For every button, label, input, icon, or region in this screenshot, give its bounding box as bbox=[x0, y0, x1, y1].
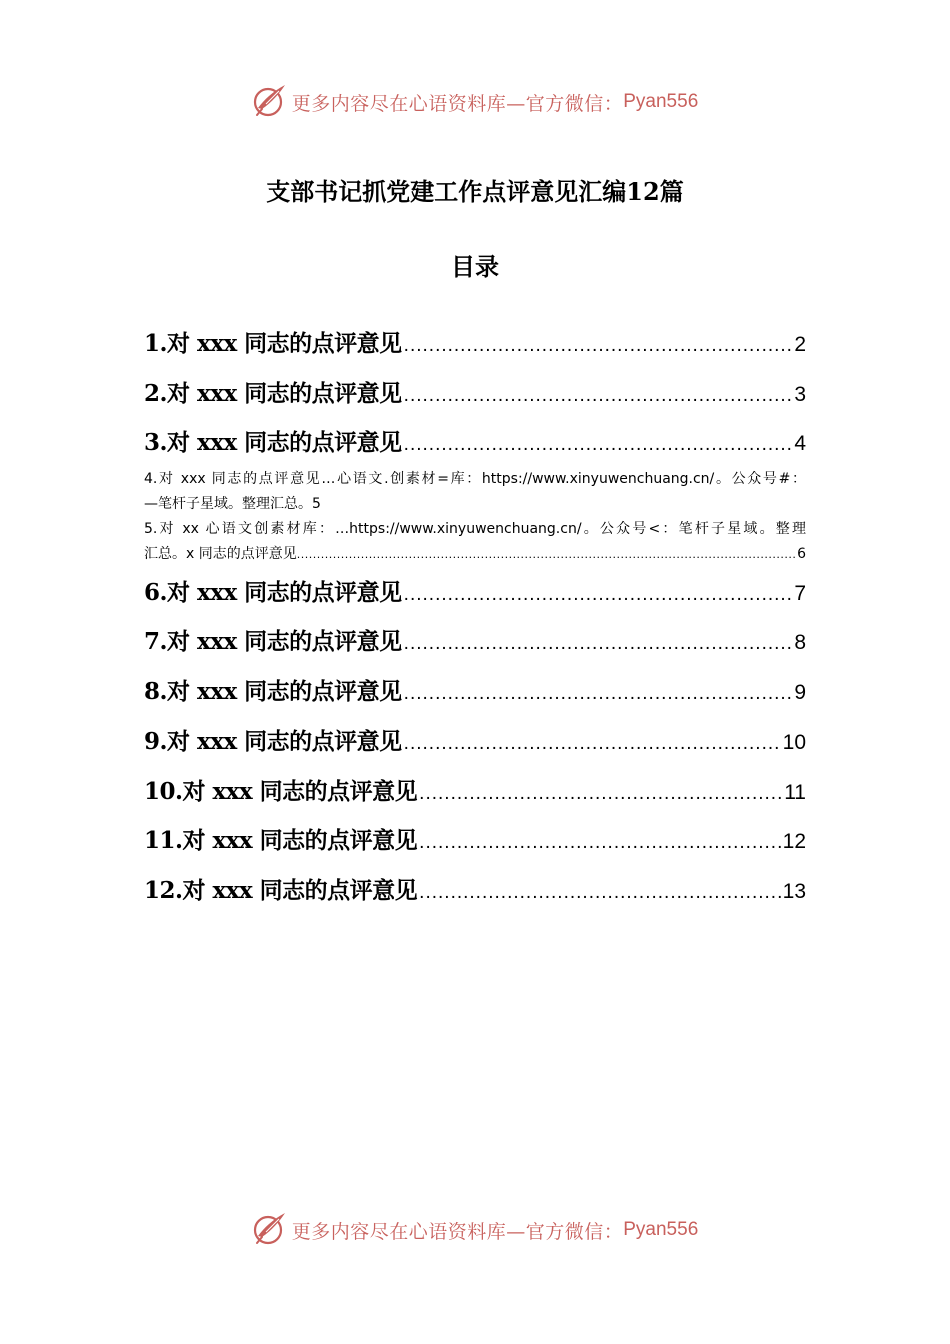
toc-entry-label: 10.对 xxx 同志的点评意见 bbox=[144, 778, 418, 805]
toc-entry-page: 2 bbox=[794, 333, 806, 356]
toc-entry-label: 7.对 xxx 同志的点评意见 bbox=[144, 628, 402, 655]
toc-leader-dots bbox=[404, 733, 781, 755]
toc-entry-page: 9 bbox=[794, 681, 806, 704]
toc-entry[interactable] bbox=[144, 424, 806, 460]
toc-entry-4-line1: 4.对 xxx 同志的点评意见…心语文.创素材=库：https://www.xinyuwenchuang.cn/。公众号#： bbox=[144, 471, 806, 487]
toc-leader-dots bbox=[404, 335, 793, 357]
quill-pen-logo-icon bbox=[252, 1210, 288, 1246]
toc-heading: 目录 bbox=[451, 252, 499, 281]
toc-entry-5[interactable] bbox=[144, 517, 806, 567]
watermark-text: 更多内容尽在心语资料库—官方微信： bbox=[291, 1220, 624, 1243]
toc-entry-label: 1.对 xxx 同志的点评意见 bbox=[144, 330, 402, 357]
toc-entry[interactable] bbox=[144, 773, 806, 809]
toc-entry-4-line2: —笔杆子星域。整理汇总。5 bbox=[144, 496, 321, 512]
toc-entry-5-line1: 5.对 xx 心语文创素材库：…https://www.xinyuwenchuang.cn/。公众号<：笔杆子星域。整理 bbox=[144, 521, 806, 537]
quill-pen-logo-icon bbox=[252, 82, 288, 118]
toc-entry-page: 8 bbox=[794, 631, 806, 654]
toc-entry-label: 6.对 xxx 同志的点评意见 bbox=[144, 579, 402, 606]
footer-watermark bbox=[0, 1210, 950, 1250]
toc-entry[interactable] bbox=[144, 325, 806, 361]
toc-entry-page: 13 bbox=[782, 880, 806, 903]
toc-entry[interactable] bbox=[144, 872, 806, 908]
toc-entry-page: 7 bbox=[794, 582, 806, 605]
toc-entry-4[interactable] bbox=[144, 467, 806, 517]
toc-entry[interactable] bbox=[144, 723, 806, 759]
toc-entry-label: 12.对 xxx 同志的点评意见 bbox=[144, 877, 418, 904]
toc-leader-dots bbox=[404, 385, 793, 407]
toc-entry-5-line2 bbox=[144, 542, 806, 567]
toc-entry-5-page: 6 bbox=[797, 546, 806, 562]
toc-entry[interactable] bbox=[144, 375, 806, 411]
toc-leader-dots bbox=[404, 633, 793, 655]
toc-entry-label: 9.对 xxx 同志的点评意见 bbox=[144, 728, 402, 755]
toc-leader-dots bbox=[419, 882, 780, 904]
toc-leader-dots bbox=[404, 683, 793, 705]
toc-entry[interactable] bbox=[144, 822, 806, 858]
toc-entry[interactable] bbox=[144, 574, 806, 610]
toc-entry-label: 8.对 xxx 同志的点评意见 bbox=[144, 678, 402, 705]
toc-entry-5-label: 汇总。x 同志的点评意见 bbox=[144, 546, 297, 562]
toc-entry-page: 11 bbox=[784, 781, 806, 804]
header-watermark bbox=[0, 82, 950, 122]
toc-entry[interactable] bbox=[144, 623, 806, 659]
toc-entry-page: 4 bbox=[794, 432, 806, 455]
toc-leader-dots bbox=[297, 542, 797, 567]
watermark-handle: Pyan556 bbox=[623, 1219, 699, 1240]
watermark-text: 更多内容尽在心语资料库—官方微信： bbox=[291, 92, 624, 115]
toc-entry-page: 10 bbox=[782, 731, 806, 754]
toc-leader-dots bbox=[419, 783, 782, 805]
toc-leader-dots bbox=[404, 434, 793, 456]
toc-entry-page: 3 bbox=[794, 383, 806, 406]
watermark-handle: Pyan556 bbox=[623, 91, 699, 112]
toc-leader-dots bbox=[419, 832, 780, 854]
toc-entry-page: 12 bbox=[782, 830, 806, 853]
toc-entry[interactable] bbox=[144, 673, 806, 709]
document-title: 支部书记抓党建工作点评意见汇编12篇 bbox=[266, 177, 684, 206]
toc-entry-label: 3.对 xxx 同志的点评意见 bbox=[144, 429, 402, 456]
toc-entry-label: 11.对 xxx 同志的点评意见 bbox=[144, 827, 418, 854]
toc-entry-label: 2.对 xxx 同志的点评意见 bbox=[144, 380, 402, 407]
toc-leader-dots bbox=[404, 584, 793, 606]
